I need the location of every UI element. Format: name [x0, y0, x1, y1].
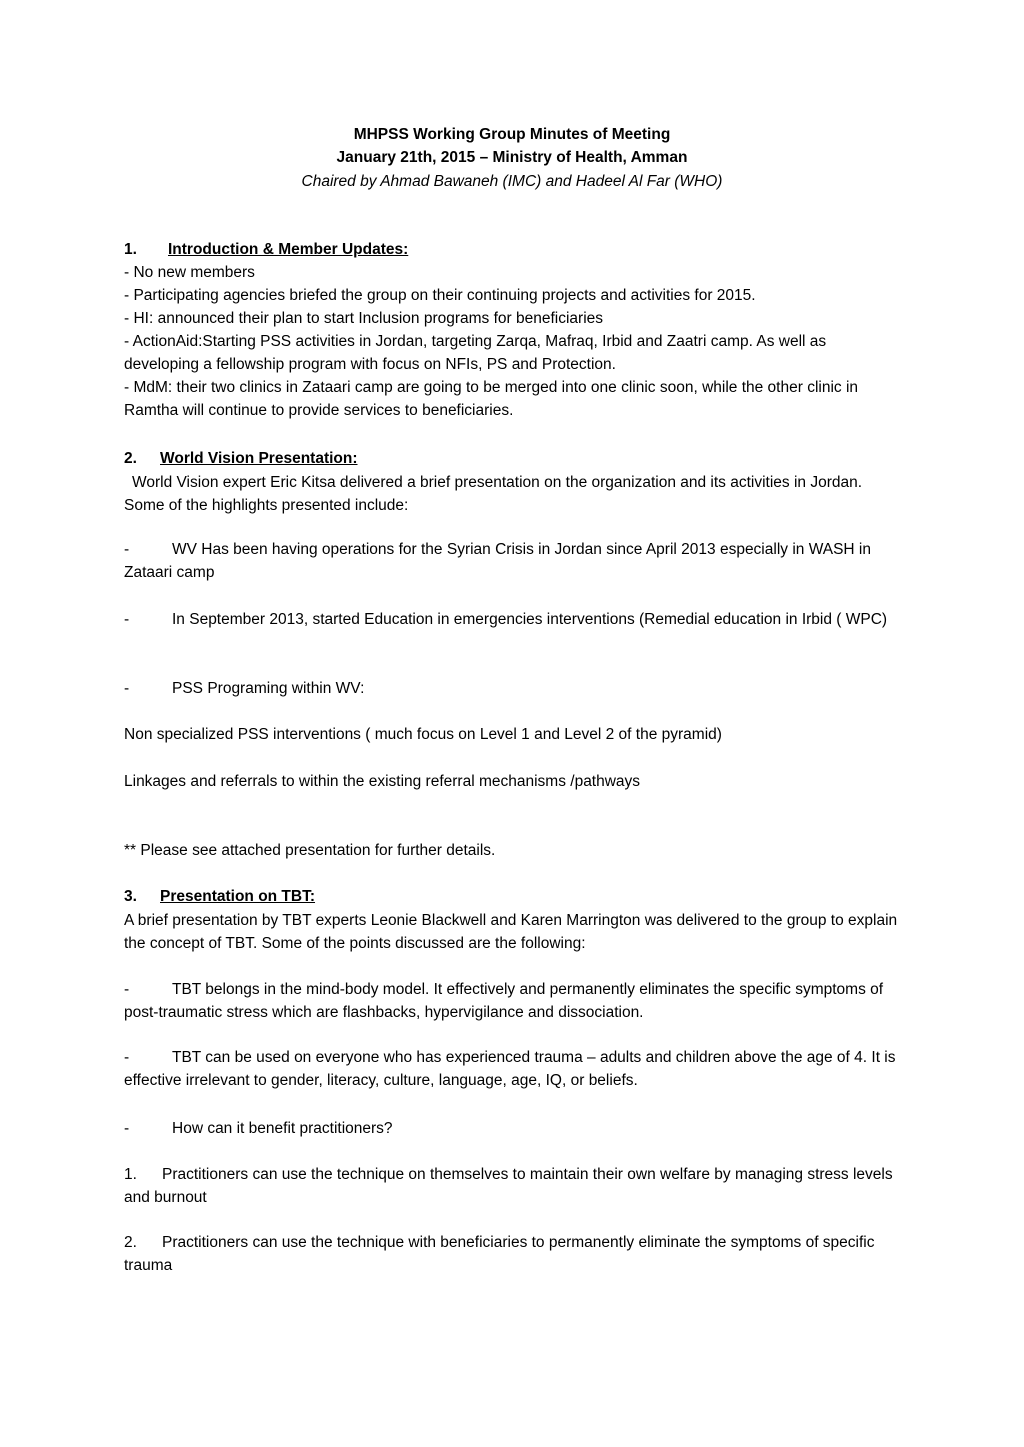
section-3-number: 3. [124, 888, 137, 905]
section-1-body [124, 261, 904, 422]
section-2-heading [124, 447, 358, 470]
bullet-text: TBT can be used on everyone who has experienced trauma – adults and children above the age of 4. It is effective irrelevant to gender, literacy, culture, language, age, IQ, or beliefs. [124, 1049, 896, 1089]
bullet-dash: - [124, 1120, 130, 1137]
numbered-item-text: Practitioners can use the technique on themselves to maintain their own welfare by managing stress levels and burnout [124, 1166, 893, 1206]
section-2-bullet [124, 677, 904, 700]
chair-line: Chaired by Ahmad Bawaneh (IMC) and Hadeel Al Far (WHO) [301, 173, 723, 190]
section-3-intro: A brief presentation by TBT experts Leonie Blackwell and Karen Marrington was delivered to the group to explain the concept of TBT. Some of the points discussed are the following: [124, 912, 898, 952]
section-2-bullet [124, 538, 904, 584]
section-2-bullet [124, 608, 904, 631]
section-3-bullet [124, 1046, 904, 1092]
numbered-item [124, 1231, 904, 1277]
section-2-intro: World Vision expert Eric Kitsa delivered a brief presentation on the organization and its activities in Jordan. Some of the highlights presented include: [124, 474, 863, 514]
section-1-title: Introduction & Member Updates: [168, 241, 409, 258]
section-3-bullet [124, 978, 904, 1024]
document-title: MHPSS Working Group Minutes of Meeting [353, 126, 671, 143]
pss-sub-line: Non specialized PSS interventions ( much focus on Level 1 and Level 2 of the pyramid) [124, 726, 722, 743]
section-1-line: - HI: announced their plan to start Inclusion programs for beneficiaries [124, 310, 604, 327]
bullet-text: WV Has been having operations for the Syrian Crisis in Jordan since April 2013 especially in WASH in Zataari camp [124, 541, 871, 581]
numbered-item-text: Practitioners can use the technique with beneficiaries to permanently eliminate the symptoms of specific trauma [124, 1234, 875, 1274]
bullet-dash: - [124, 680, 130, 697]
section-1-line: - Participating agencies briefed the group on their continuing projects and activities for 2015. [124, 287, 756, 304]
section-1-number: 1. [124, 241, 137, 258]
section-3-title: Presentation on TBT: [160, 888, 316, 905]
section-3-heading [124, 885, 315, 908]
section-1-line: - No new members [124, 264, 255, 281]
bullet-text: PSS Programing within WV: [172, 680, 365, 697]
bullet-dash: - [124, 1049, 130, 1066]
bullet-dash: - [124, 541, 130, 558]
section-1-line: - ActionAid:Starting PSS activities in Jordan, targeting Zarqa, Mafraq, Irbid and Zaatri camp. As well as developing a fellowship program with focus on NFIs, PS and Protection. [124, 333, 827, 373]
bullet-dash: - [124, 981, 130, 998]
section-3-bullet [124, 1117, 904, 1140]
section-1-heading [124, 238, 408, 261]
section-1-line: - MdM: their two clinics in Zataari camp are going to be merged into one clinic soon, while the other clinic in Ramtha will continue to provide services to beneficiaries. [124, 379, 859, 419]
bullet-text: How can it benefit practitioners? [172, 1120, 393, 1137]
numbered-item-number: 2. [124, 1234, 137, 1251]
numbered-item-number: 1. [124, 1166, 137, 1183]
section-2-title: World Vision Presentation: [160, 450, 358, 467]
bullet-text: TBT belongs in the mind-body model. It effectively and permanently eliminates the specific symptoms of post-traumatic stress which are flashbacks, hypervigilance and dissociation. [124, 981, 884, 1021]
section-2-number: 2. [124, 450, 137, 467]
meeting-date-line: January 21th, 2015 – Ministry of Health, Amman [336, 149, 688, 166]
bullet-text: In September 2013, started Education in emergencies interventions (Remedial education in Irbid ( WPC) [172, 611, 888, 628]
pss-sub-line: Linkages and referrals to within the existing referral mechanisms /pathways [124, 773, 641, 790]
presentation-note: ** Please see attached presentation for further details. [124, 842, 496, 859]
bullet-dash: - [124, 611, 130, 628]
numbered-item [124, 1163, 904, 1209]
